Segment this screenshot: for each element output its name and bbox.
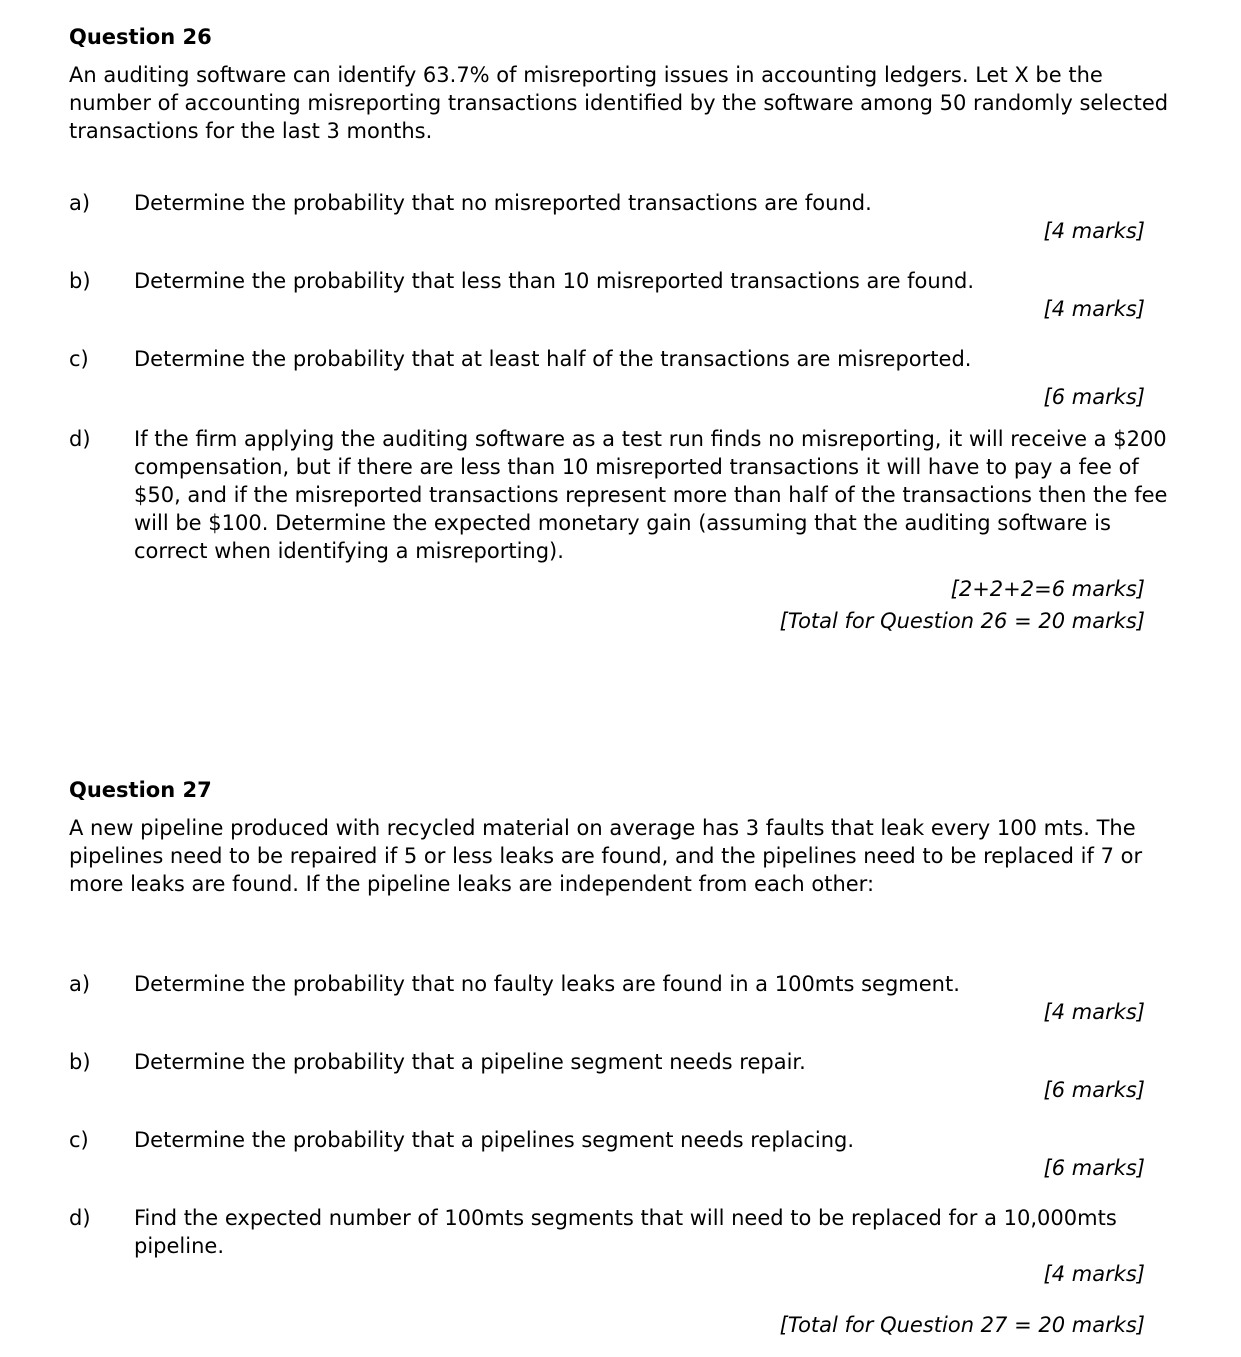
- q26-title: Question 26: [69, 25, 212, 49]
- q27-intro: A new pipeline produced with recycled material on average has 3 faults that leak every 100 mts. The pipelines need to be repaired if 5 or less leaks are found, and the pipelines need to be replaced if 7 or more leaks are found. If the pipeline leaks are independent from each other:: [69, 816, 1143, 896]
- q27-a-marks: [4 marks]: [1043, 1000, 1145, 1024]
- q26-c-label: c): [69, 347, 89, 371]
- q27-d-text: Find the expected number of 100mts segments that will need to be replaced for a 10,000mts pipeline.: [134, 1206, 1117, 1258]
- q27-a-label: a): [69, 972, 91, 996]
- q27-b-marks: [6 marks]: [1043, 1078, 1145, 1102]
- q26-c-marks: [6 marks]: [1043, 385, 1145, 409]
- q26-a-label: a): [69, 191, 91, 215]
- q27-b-text: Determine the probability that a pipeline segment needs repair.: [134, 1050, 806, 1074]
- q27-total: [Total for Question 27 = 20 marks]: [779, 1313, 1145, 1337]
- q26-d-marks: [2+2+2=6 marks]: [950, 577, 1145, 601]
- q26-a-marks: [4 marks]: [1043, 219, 1145, 243]
- q27-b-label: b): [69, 1050, 91, 1074]
- q27-a-text: Determine the probability that no faulty leaks are found in a 100mts segment.: [134, 972, 960, 996]
- q27-c-marks: [6 marks]: [1043, 1156, 1145, 1180]
- q26-d-label: d): [69, 427, 91, 451]
- q26-total: [Total for Question 26 = 20 marks]: [779, 609, 1145, 633]
- q26-c-text: Determine the probability that at least half of the transactions are misreported.: [134, 347, 972, 371]
- q27-d-marks: [4 marks]: [1043, 1262, 1145, 1286]
- q26-b-label: b): [69, 269, 91, 293]
- q27-c-label: c): [69, 1128, 89, 1152]
- q26-d-text: If the firm applying the auditing software as a test run finds no misreporting, it will receive a $200 compensation, but if there are less than 10 misreported transactions it will have to pay a fee of $50, and if the misreported transactions represent more than half of the transactions then the fee will be $100. Determine the expected monetary gain (assuming that the auditing software is correct when identifying a misreporting).: [134, 427, 1168, 563]
- q26-b-marks: [4 marks]: [1043, 297, 1145, 321]
- q27-title: Question 27: [69, 778, 212, 802]
- q26-intro: An auditing software can identify 63.7% of misreporting issues in accounting ledgers. Let X be the number of accounting misreporting transactions identified by the software among 50 randomly selected transactions for the last 3 months.: [69, 63, 1169, 143]
- q27-d-label: d): [69, 1206, 91, 1230]
- q26-a-text: Determine the probability that no misreported transactions are found.: [134, 191, 872, 215]
- q26-b-text: Determine the probability that less than 10 misreported transactions are found.: [134, 269, 975, 293]
- q27-c-text: Determine the probability that a pipelines segment needs replacing.: [134, 1128, 855, 1152]
